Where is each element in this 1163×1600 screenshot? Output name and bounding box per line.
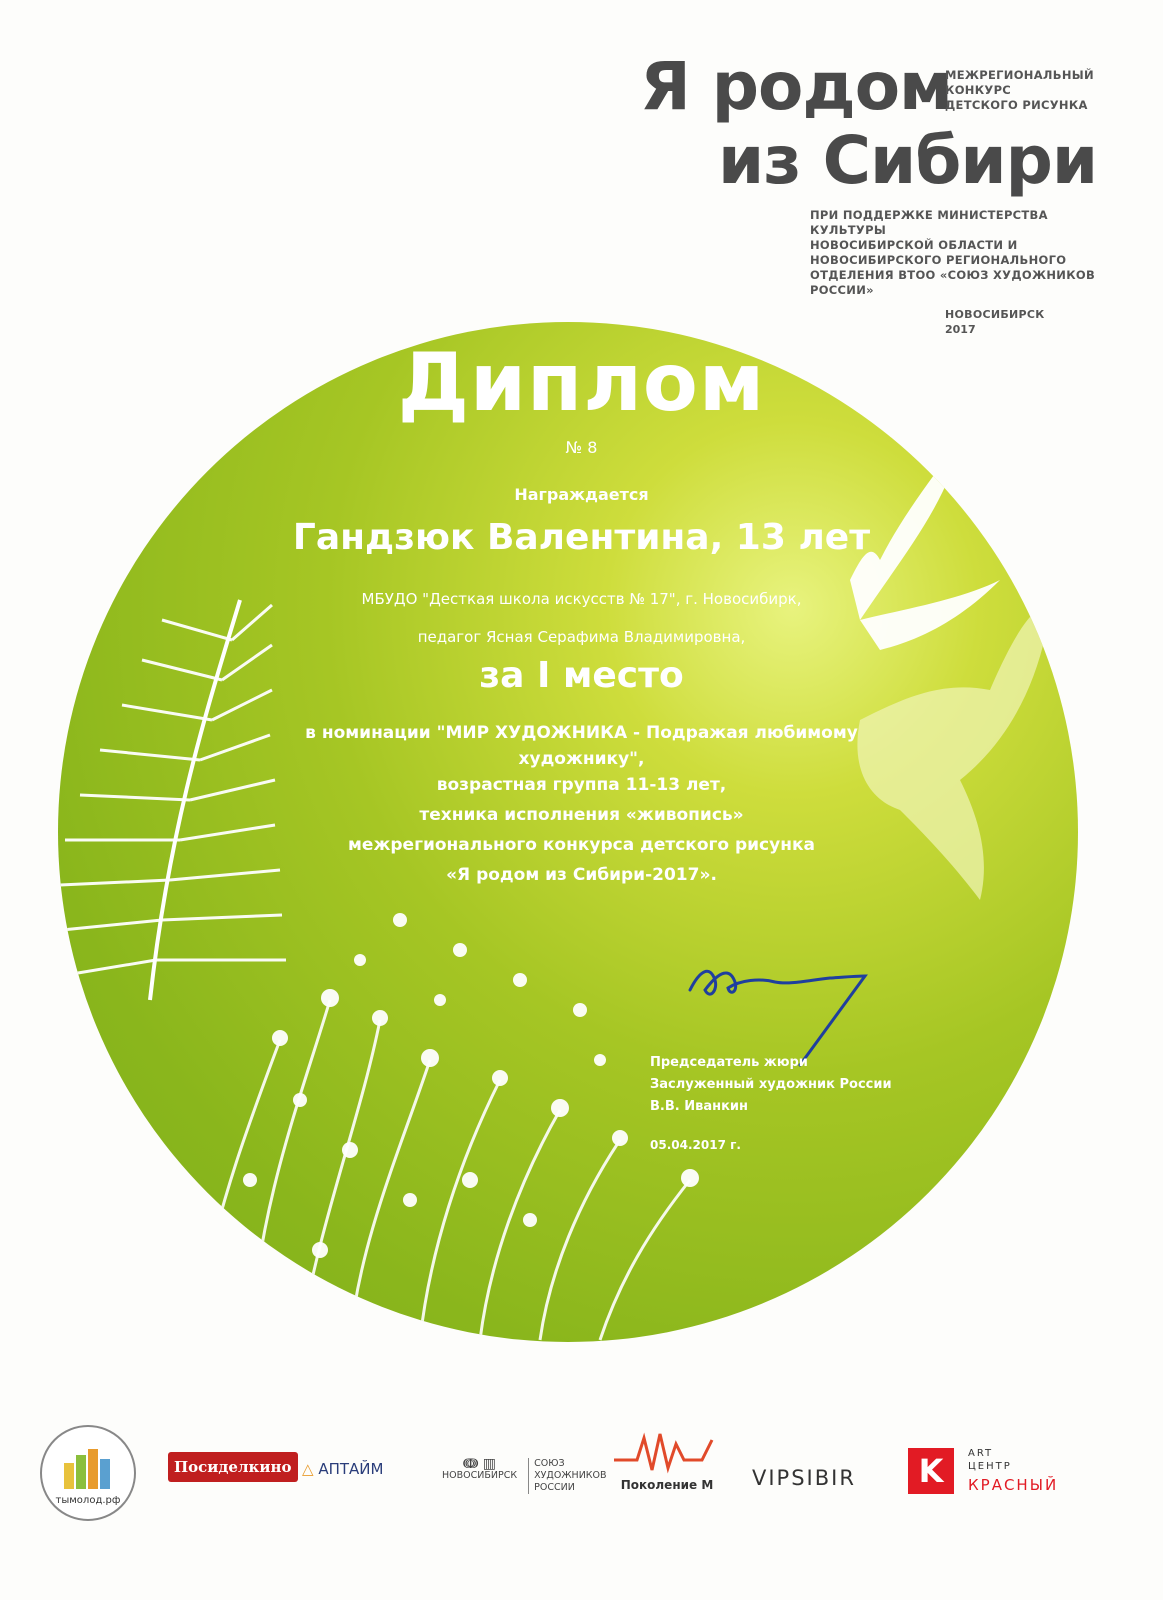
age-group-text: возрастная группа 11-13 лет, [436, 775, 727, 795]
jury-role: Председатель жюри [650, 1055, 808, 1070]
teacher-text: педагог Ясная Серафима Владимировна, [417, 628, 746, 646]
nomination-text-2 [0, 746, 1163, 772]
nomination-line-1: в номинации "МИР ХУДОЖНИКА - Подражая любимому [305, 723, 858, 743]
subtitle-line: МЕЖРЕГИОНАЛЬНЫЙ [945, 68, 1094, 82]
title-line-2: из Сибири [718, 122, 1098, 199]
diploma-date: 05.04.2017 г. [650, 1138, 741, 1152]
diploma-number: № 8 [565, 438, 598, 457]
support-line: ОТДЕЛЕНИЯ ВТОО «СОЮЗ ХУДОЖНИКОВ [810, 268, 1096, 282]
nomination-text [0, 720, 1163, 746]
jury-block [650, 1052, 892, 1118]
jury-name: В.В. Иванкин [650, 1099, 748, 1114]
union-line: СОЮЗ [534, 1458, 565, 1469]
support-line: НОВОСИБИРСКОЙ ОБЛАСТИ И [810, 238, 1018, 252]
support-line: РОССИИ» [810, 283, 874, 297]
posidelkino-label: Посиделкино [168, 1452, 298, 1482]
tymolod-label: тымолод.рф [55, 1495, 121, 1506]
krasny-line-2: ЦЕНТР [968, 1461, 1012, 1472]
jury-title: Заслуженный художник России [650, 1077, 892, 1092]
nomination-line-2: художнику", [518, 749, 645, 769]
city: НОВОСИБИРСК [945, 308, 1045, 321]
union-line: РОССИИ [534, 1482, 575, 1493]
technique-text: техника исполнения «живопись» [419, 805, 744, 825]
krasny-k-icon: K [908, 1448, 954, 1494]
tymolod-logo [40, 1425, 136, 1521]
contest-text: межрегионального конкурса детского рисунка [348, 835, 815, 855]
nsk-city-label: НОВОСИБИРСК [442, 1470, 518, 1481]
pulse-icon [612, 1430, 722, 1474]
contest-name-text: «Я родом из Сибири-2017». [446, 865, 717, 885]
krasny-line-3: КРАСНЫЙ [968, 1476, 1059, 1494]
nsk-emblem-icon: ↈ ▥ [463, 1456, 497, 1472]
aptaim-label: АПТАЙМ [318, 1460, 384, 1478]
pokolenie-label: Поколение М [620, 1478, 714, 1492]
krasny-line-1: ART [968, 1448, 994, 1459]
vipsibir-logo: VIPSIBIR [752, 1466, 856, 1490]
buildings-icon [62, 1449, 114, 1489]
place-text: за I место [479, 655, 684, 696]
subtitle-line: ДЕТСКОГО РИСУНКА [945, 98, 1088, 112]
nsk-union-logo [442, 1458, 607, 1494]
union-line: ХУДОЖНИКОВ [534, 1470, 607, 1481]
triangle-icon: △ [302, 1460, 314, 1478]
posidelkino-logo [168, 1452, 298, 1482]
awarded-label: Награждается [514, 485, 649, 504]
diploma-title: Диплом [397, 336, 766, 429]
subtitle-line: КОНКУРС [945, 83, 1012, 97]
sponsor-logos [0, 1420, 1163, 1520]
pokolenie-logo [612, 1430, 722, 1492]
aptaim-logo [302, 1460, 383, 1478]
year: 2017 [945, 323, 976, 336]
title-line-1: Я родом [640, 48, 952, 125]
support-line: НОВОСИБИРСКОГО РЕГИОНАЛЬНОГО [810, 253, 1067, 267]
school-text: МБУДО "Десткая школа искусств № 17", г. Новосибирк, [361, 590, 802, 608]
recipient-name: Гандзюк Валентина, 13 лет [292, 517, 871, 558]
support-line: ПРИ ПОДДЕРЖКЕ МИНИСТЕРСТВА КУЛЬТУРЫ [810, 208, 1048, 237]
